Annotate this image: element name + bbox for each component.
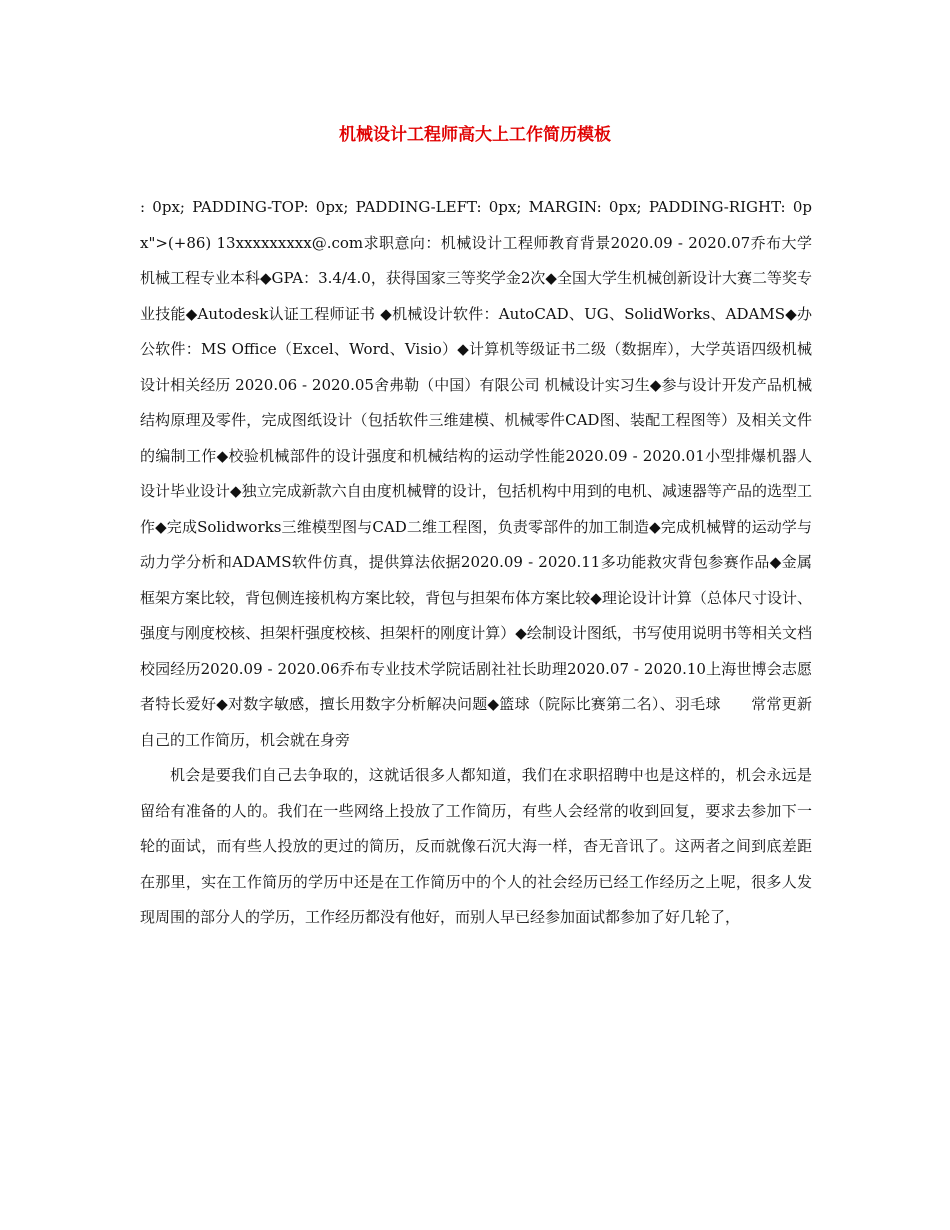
resume-paragraph: : 0px; PADDING-TOP: 0px; PADDING-LEFT: 0px; MARGIN: 0px; PADDING-RIGHT: 0px">(+86) 13xxxxxxxxx@.com求职意向：机械设计工程师教育背景2020.09 - 2020.07乔布大学机械工程专业本科◆GPA：3.4/4.0，获得国家三等奖学金2次◆全国大学生机械创新设计大赛二等奖专业技能◆Autodesk认证工程师证书 ◆机械设计软件：AutoCAD、UG、SolidWorks、ADAMS◆办公软件：MS Office（Excel、Word、Visio）◆计算机等级证书二级（数据库），大学英语四级机械设计相关经历 2020.06 - 2020.05舍弗勒（中国）有限公司 机械设计实习生◆参与设计开发产品机械结构原理及零件，完成图纸设计（包括软件三维建模、机械零件CAD图、装配工程图等）及相关文件的编制工作◆校验机械部件的设计强度和机械结构的运动学性能2020.09 - 2020.01小型排爆机器人设计毕业设计◆独立完成新款六自由度机械臂的设计，包括机构中用到的电机、减速器等产品的选型工作◆完成Solidworks三维模型图与CAD二维工程图，负责零部件的加工制造◆完成机械臂的运动学与动力学分析和ADAMS软件仿真，提供算法依据2020.09 - 2020.11多功能救灾背包参赛作品◆金属框架方案比较，背包侧连接机构方案比较，背包与担架布体方案比较◆理论设计计算（总体尺寸设计、强度与刚度校核、担架杆强度校核、担架杆的刚度计算）◆绘制设计图纸，书写使用说明书等相关文档校园经历2020.09 - 2020.06乔布专业技术学院话剧社社长助理2020.07 - 2020.10上海世博会志愿者特长爱好◆对数字敏感，擅长用数字分析解决问题◆篮球（院际比赛第二名）、羽毛球 常常更新自己的工作简历，机会就在身旁: [140, 198, 812, 749]
document-title: 机械设计工程师高大上工作简历模板: [339, 125, 611, 145]
advice-paragraph: 机会是要我们自己去争取的，这就话很多人都知道，我们在求职招聘中也是这样的，机会永远是留给有准备的人的。我们在一些网络上投放了工作简历，有些人会经常的收到回复，要求去参加下一轮的面试，而有些人投放的更过的简历，反而就像石沉大海一样，杳无音讯了。这两者之间到底差距在那里，实在工作简历的学历中还是在工作简历中的个人的社会经历已经工作经历之上呢，很多人发现周围的部分人的学历，工作经历都没有他好，而别人早已经参加面试都参加了好几轮了，: [140, 766, 812, 926]
document-body: [140, 190, 812, 936]
